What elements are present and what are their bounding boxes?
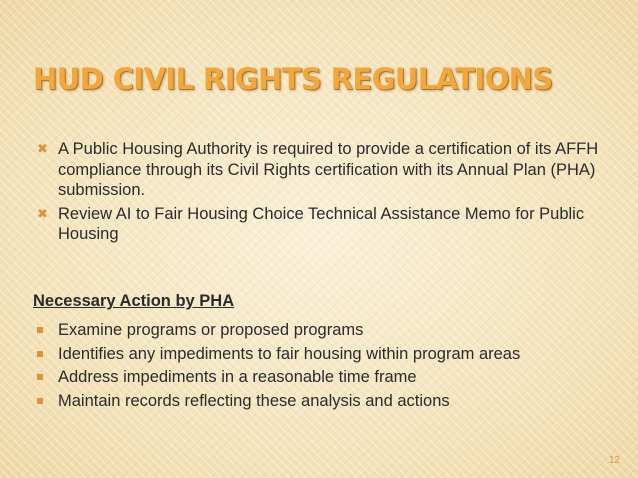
list-item-text: Identifies any impediments to fair housing within program areas <box>58 344 521 363</box>
list-item <box>37 344 607 365</box>
list-item <box>37 391 607 412</box>
list-item <box>37 320 607 341</box>
top-bullet-list <box>37 139 607 248</box>
x-mark-icon: ✖ <box>37 141 48 156</box>
x-mark-icon: ✖ <box>37 205 48 221</box>
square-bullet-icon <box>37 351 43 357</box>
list-item <box>37 139 607 201</box>
square-bullet-icon <box>37 398 43 404</box>
list-item-text: Maintain records reflecting these analysis and actions <box>58 391 450 410</box>
action-bullet-list <box>37 320 607 414</box>
page-number: 12 <box>608 455 620 466</box>
list-item-text: Examine programs or proposed programs <box>58 321 364 339</box>
list-item <box>37 367 607 388</box>
list-item-text: Address impediments in a reasonable time frame <box>58 368 417 386</box>
section-heading: Necessary Action by PHA <box>33 292 235 310</box>
list-item <box>37 204 607 245</box>
slide-title: HUD CIVIL RIGHTS REGULATIONS <box>33 62 553 96</box>
square-bullet-icon <box>37 374 43 380</box>
square-bullet-icon <box>37 327 43 333</box>
list-item-text: Review AI to Fair Housing Choice Technical Assistance Memo for Public Housing <box>58 204 585 243</box>
list-item-text: A Public Housing Authority is required to provide a certification of its AFFH compliance through its Civil Rights certification with its Annual Plan (PHA) submission. <box>58 140 599 199</box>
